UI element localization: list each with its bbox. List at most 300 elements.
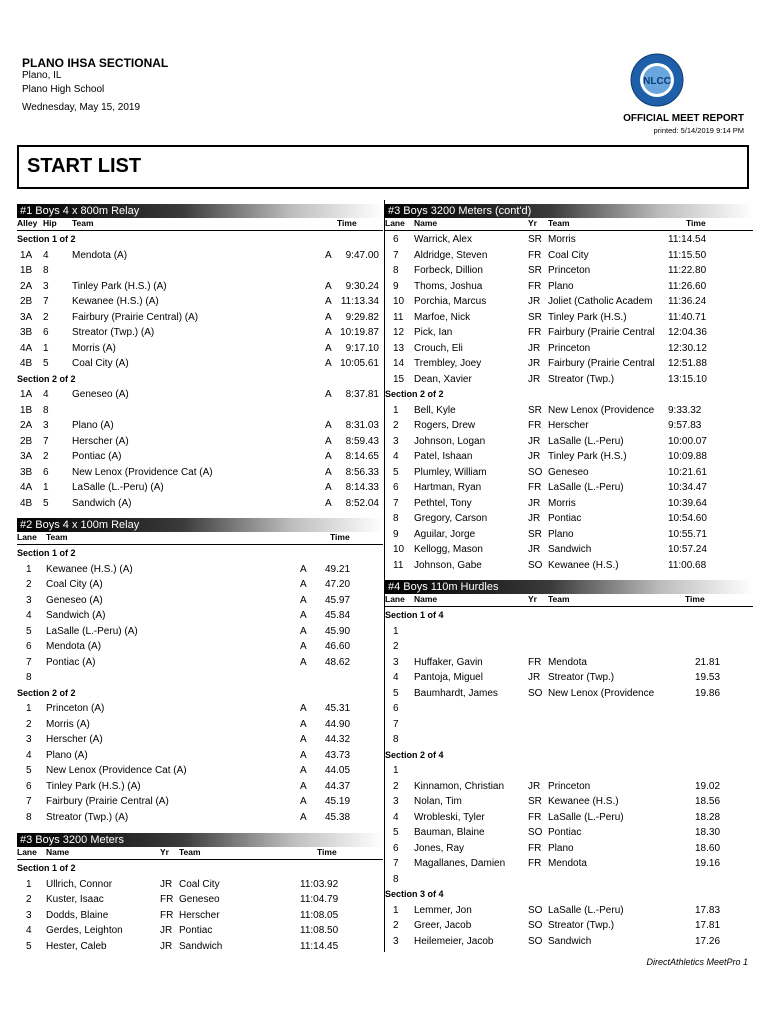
cell-yr: SO	[528, 827, 543, 838]
cell-yr: FR	[528, 482, 542, 493]
cell-hip: 6	[43, 466, 49, 478]
entry-row	[385, 779, 753, 794]
cell-lane: 2	[26, 579, 32, 590]
cell-team: LaSalle (L.-Peru) (A)	[72, 482, 164, 493]
cell-name: Gregory, Carson	[414, 513, 488, 524]
cell-yr: JR	[160, 925, 173, 936]
cell-lane: 2	[393, 780, 399, 792]
cell-name: Jones, Ray	[414, 842, 465, 854]
section-label: Section 2 of 2	[17, 373, 76, 384]
cell-time: 17.81	[695, 920, 721, 931]
entry-row	[17, 356, 383, 371]
cell-time: 9:33.32	[668, 404, 702, 416]
cell-team: Joliet (Catholic Academ	[548, 296, 653, 307]
cell-lane: 6	[26, 780, 32, 792]
cell-time: 11:22.80	[668, 265, 707, 276]
cell-hip: 7	[43, 435, 49, 447]
column-header-hip: Hip	[43, 218, 57, 228]
cell-team: Princeton	[548, 265, 591, 276]
cell-team: Geneseo	[179, 894, 220, 905]
cell-team: Kewanee (H.S.)	[548, 796, 619, 807]
cell-hip: 2	[43, 451, 49, 462]
column-header-team: Team	[548, 594, 570, 604]
entry-row	[385, 810, 753, 825]
cell-time: 45.31	[325, 703, 351, 714]
cell-flag: A	[300, 594, 307, 606]
cell-team: Streator (Twp.)	[548, 672, 615, 683]
entry-row	[385, 934, 753, 949]
cell-name: Porchia, Marcus	[414, 296, 487, 307]
column-header-yr: Yr	[528, 218, 537, 228]
cell-lane: 11	[393, 559, 404, 571]
cell-time: 43.73	[325, 749, 351, 761]
cell-hip: 4	[43, 249, 49, 261]
cell-alley: 4A	[20, 342, 33, 354]
cell-flag: A	[300, 703, 307, 714]
cell-yr: JR	[528, 513, 541, 524]
cell-yr: SR	[528, 528, 542, 540]
cell-lane: 2	[26, 718, 32, 730]
cell-team: Pontiac	[548, 827, 582, 838]
entry-row	[385, 558, 753, 573]
cell-lane: 7	[393, 497, 399, 509]
entry-row	[17, 577, 383, 592]
cell-time: 45.19	[325, 796, 351, 807]
entry-row	[385, 465, 753, 480]
cell-alley: 2A	[20, 420, 33, 431]
cell-name: Pick, Ian	[414, 327, 453, 338]
entry-row	[385, 701, 753, 716]
entry-row	[385, 294, 753, 309]
cell-time: 9:17.10	[345, 342, 379, 354]
cell-name: Hester, Caleb	[46, 940, 107, 952]
cell-flag: A	[325, 466, 332, 478]
column-header-time: Time	[685, 594, 705, 604]
cell-alley: 2B	[20, 435, 33, 447]
cell-time: 8:37.81	[345, 389, 379, 400]
entry-row	[17, 248, 383, 263]
cell-team: Fairbury (Prairie Central	[548, 327, 655, 338]
cell-team: Streator (Twp.)	[548, 373, 615, 385]
cell-lane: 12	[393, 327, 405, 338]
entry-row	[17, 562, 383, 577]
column-header-name: Name	[414, 218, 438, 228]
section-label: Section 1 of 2	[17, 234, 76, 244]
cell-flag: A	[325, 327, 332, 338]
entry-row	[385, 403, 753, 418]
cell-lane: 3	[26, 909, 32, 921]
cell-yr: FR	[528, 811, 542, 823]
cell-time: 44.05	[325, 765, 351, 776]
cell-lane: 2	[393, 920, 399, 931]
entry-row	[385, 511, 753, 526]
cell-yr: SO	[528, 904, 543, 916]
cell-name: Pantoja, Miguel	[414, 672, 483, 683]
cell-yr: JR	[528, 544, 541, 555]
cell-lane: 5	[26, 940, 32, 952]
entry-row	[385, 732, 753, 747]
cell-name: Gerdes, Leighton	[46, 925, 123, 936]
event-title-bar: #2 Boys 4 x 100m Relay	[17, 518, 383, 532]
column-header-team: Team	[548, 218, 570, 228]
entry-row	[17, 763, 383, 778]
cell-hip: 1	[43, 342, 49, 354]
cell-alley: 2B	[20, 296, 33, 307]
cell-team: Tinley Park (H.S.) (A)	[46, 780, 141, 792]
cell-team: Pontiac (A)	[46, 656, 96, 668]
entry-row	[17, 496, 383, 511]
cell-team: Pontiac (A)	[72, 451, 122, 462]
cell-name: Patel, Ishaan	[414, 451, 473, 462]
entry-row	[385, 918, 753, 933]
section-label: Section 1 of 2	[17, 863, 76, 873]
cell-team: Morris	[548, 234, 576, 245]
cell-name: Nolan, Tim	[414, 796, 462, 807]
cell-name: Lemmer, Jon	[414, 904, 472, 916]
cell-flag: A	[300, 563, 307, 575]
cell-lane: 8	[26, 672, 32, 683]
meet-date: Wednesday, May 15, 2019	[22, 102, 141, 113]
cell-team: New Lenox (Providence Cat (A)	[72, 466, 213, 478]
cell-team: Pontiac	[179, 925, 213, 936]
cell-yr: JR	[528, 373, 541, 385]
entry-row	[17, 263, 383, 278]
cell-name: Kellogg, Mason	[414, 544, 483, 555]
cell-lane: 3	[393, 935, 399, 947]
cell-yr: JR	[528, 497, 541, 509]
cell-time: 19.16	[695, 858, 721, 869]
cell-lane: 5	[393, 466, 399, 478]
cell-team: LaSalle (L.-Peru)	[548, 482, 624, 493]
cell-team: Kewanee (H.S.) (A)	[46, 563, 133, 575]
cell-hip: 1	[43, 482, 49, 493]
cell-time: 11:14.45	[300, 940, 339, 952]
cell-time: 12:30.12	[668, 342, 707, 354]
entry-row	[385, 325, 753, 340]
cell-alley: 1B	[20, 265, 33, 276]
cell-lane: 13	[393, 342, 405, 354]
entry-row	[385, 341, 753, 356]
cell-lane: 8	[26, 811, 32, 823]
entry-row	[17, 310, 383, 325]
entry-row	[385, 670, 753, 685]
cell-alley: 3B	[20, 466, 33, 478]
cell-lane: 3	[26, 734, 32, 745]
entry-row	[385, 279, 753, 294]
cell-time: 17.26	[695, 935, 721, 947]
cell-flag: A	[325, 435, 332, 447]
cell-lane: 7	[26, 796, 32, 807]
column-header-time: Time	[330, 532, 350, 542]
column-header-team: Team	[72, 218, 94, 228]
cell-name: Plumley, William	[414, 466, 487, 478]
cell-team: Geneseo	[548, 466, 589, 478]
cell-lane: 1	[393, 625, 399, 637]
cell-time: 21.81	[695, 656, 721, 668]
cell-lane: 1	[393, 765, 399, 776]
cell-yr: FR	[528, 327, 542, 338]
cell-flag: A	[300, 749, 307, 761]
entry-row	[385, 856, 753, 871]
cell-time: 19.53	[695, 672, 721, 683]
cell-yr: SR	[528, 404, 542, 416]
entry-row	[17, 624, 383, 639]
entry-row	[17, 748, 383, 763]
cell-yr: JR	[528, 296, 541, 307]
cell-team: Morris (A)	[46, 718, 90, 730]
cell-lane: 7	[26, 656, 32, 668]
section-label: Section 1 of 4	[385, 610, 444, 620]
cell-hip: 2	[43, 311, 49, 323]
cell-flag: A	[300, 718, 307, 730]
cell-alley: 1B	[20, 404, 33, 416]
cell-alley: 3A	[20, 451, 33, 462]
cell-lane: 1	[26, 703, 32, 714]
cell-team: Herscher	[548, 420, 589, 431]
cell-team: Princeton	[548, 342, 591, 354]
cell-name: Thoms, Joshua	[414, 280, 483, 292]
cell-time: 47.20	[325, 579, 351, 590]
cell-time: 10:54.60	[668, 513, 707, 524]
cell-flag: A	[325, 342, 332, 354]
cell-flag: A	[325, 451, 332, 462]
column-header-name: Name	[414, 594, 438, 604]
cell-time: 11:36.24	[668, 296, 707, 307]
cell-flag: A	[300, 796, 307, 807]
cell-flag: A	[300, 656, 307, 668]
cell-team: LaSalle (L.-Peru)	[548, 904, 624, 916]
cell-team: Herscher (A)	[72, 435, 129, 447]
cell-team: Mendota (A)	[72, 249, 128, 261]
entry-row	[385, 841, 753, 856]
cell-lane: 11	[393, 311, 404, 323]
cell-name: Bauman, Blaine	[414, 827, 485, 838]
cell-hip: 8	[43, 404, 49, 416]
entry-row	[385, 763, 753, 778]
cell-team: Streator (Twp.) (A)	[46, 811, 129, 823]
entry-row	[385, 263, 753, 278]
cell-lane: 10	[393, 296, 405, 307]
entry-row	[17, 732, 383, 747]
cell-time: 10:39.64	[668, 497, 707, 509]
cell-lane: 2	[393, 420, 399, 431]
cell-team: Plano	[548, 528, 574, 540]
cell-name: Rogers, Drew	[414, 420, 476, 431]
cell-yr: SO	[528, 687, 543, 699]
cell-time: 8:56.33	[345, 466, 379, 478]
cell-name: Bell, Kyle	[414, 404, 456, 416]
cell-team: LaSalle (L.-Peru)	[548, 811, 624, 823]
cell-yr: FR	[160, 909, 174, 921]
entry-row	[17, 325, 383, 340]
event-title-bar: #3 Boys 3200 Meters (cont'd)	[385, 204, 753, 218]
entry-row	[17, 403, 383, 418]
cell-lane: 1	[393, 404, 399, 416]
cell-time: 18.56	[695, 796, 721, 807]
cell-team: Princeton	[548, 780, 591, 792]
entry-row	[385, 372, 753, 387]
cell-team: Streator (Twp.)	[548, 920, 615, 931]
column-header-row	[17, 847, 383, 860]
cell-flag: A	[325, 311, 332, 323]
cell-flag: A	[300, 641, 307, 652]
cell-lane: 6	[26, 641, 32, 652]
entry-row	[385, 496, 753, 511]
cell-lane: 1	[393, 904, 399, 916]
cell-time: 19.02	[695, 780, 721, 792]
cell-flag: A	[300, 610, 307, 621]
cell-lane: 6	[393, 482, 399, 493]
entry-row	[17, 908, 383, 923]
cell-lane: 5	[393, 687, 399, 699]
cell-time: 11:26.60	[668, 280, 707, 292]
cell-time: 8:52.04	[345, 497, 379, 509]
cell-time: 9:29.82	[345, 311, 379, 323]
cell-team: Herscher	[179, 909, 220, 921]
cell-team: Geneseo (A)	[46, 594, 103, 606]
cell-yr: SO	[528, 466, 543, 478]
entry-row	[385, 418, 753, 433]
section-label: Section 2 of 2	[385, 389, 444, 399]
cell-time: 12:51.88	[668, 358, 707, 369]
cell-yr: JR	[528, 451, 541, 462]
column-header-team: Team	[179, 847, 201, 857]
cell-team: Pontiac	[548, 513, 582, 524]
cell-name: Wrobleski, Tyler	[414, 811, 485, 823]
cell-yr: FR	[528, 842, 542, 854]
entry-row	[385, 248, 753, 263]
cell-lane: 4	[26, 749, 32, 761]
cell-lane: 15	[393, 373, 405, 385]
cell-time: 13:15.10	[668, 373, 707, 385]
cell-name: Aldridge, Steven	[414, 249, 488, 261]
section-label: Section 2 of 4	[385, 749, 444, 760]
entry-row	[17, 608, 383, 623]
cell-team: Morris	[548, 497, 576, 509]
cell-flag: A	[300, 734, 307, 745]
cell-lane: 9	[393, 528, 399, 540]
cell-time: 9:30.24	[345, 280, 379, 292]
cell-time: 11:00.68	[668, 559, 707, 571]
cell-team: Sandwich	[548, 544, 592, 555]
entry-row	[17, 434, 383, 449]
cell-time: 11:40.71	[668, 311, 707, 323]
entry-row	[385, 717, 753, 732]
cell-name: Kuster, Isaac	[46, 894, 104, 905]
cell-hip: 4	[43, 389, 49, 400]
cell-team: LaSalle (L.-Peru)	[548, 435, 624, 447]
cell-team: Sandwich	[179, 940, 223, 952]
cell-team: Coal City (A)	[72, 358, 129, 369]
entry-row	[385, 480, 753, 495]
cell-lane: 6	[393, 842, 399, 854]
entry-row	[17, 779, 383, 794]
cell-lane: 3	[393, 656, 399, 668]
column-header-time: Time	[337, 218, 357, 228]
cell-time: 48.62	[325, 656, 351, 668]
entry-row	[385, 639, 753, 654]
cell-name: Trembley, Joey	[414, 358, 482, 369]
cell-lane: 2	[26, 894, 32, 905]
entry-row	[17, 701, 383, 716]
cell-alley: 4A	[20, 482, 33, 493]
entry-row	[17, 670, 383, 685]
entry-row	[17, 465, 383, 480]
meet-venue: Plano High School	[22, 84, 105, 95]
cell-yr: JR	[160, 878, 173, 890]
entry-row	[385, 449, 753, 464]
cell-time: 18.28	[695, 811, 721, 823]
cell-alley: 1A	[20, 249, 33, 261]
cell-time: 45.38	[325, 811, 351, 823]
entry-row	[385, 434, 753, 449]
cell-time: 10:00.07	[668, 435, 707, 447]
column-header-lane: Lane	[17, 847, 37, 857]
column-header-row	[385, 218, 753, 231]
cell-lane: 6	[393, 234, 399, 245]
cell-alley: 3A	[20, 311, 33, 323]
entry-row	[17, 794, 383, 809]
cell-hip: 3	[43, 420, 49, 431]
cell-team: LaSalle (L.-Peru) (A)	[46, 625, 138, 637]
column-header-lane: Lane	[385, 594, 405, 604]
cell-yr: SR	[528, 265, 542, 276]
cell-lane: 9	[393, 280, 399, 292]
cell-team: Herscher (A)	[46, 734, 103, 745]
page-title-box	[17, 145, 749, 189]
cell-lane: 5	[393, 827, 399, 838]
cell-time: 10:21.61	[668, 466, 707, 478]
cell-lane: 5	[26, 765, 32, 776]
section-label: Section 2 of 2	[17, 687, 76, 698]
entry-row	[17, 387, 383, 402]
event-title-bar: #4 Boys 110m Hurdles	[385, 580, 753, 594]
cell-lane: 4	[393, 811, 399, 823]
cell-time: 10:55.71	[668, 528, 707, 540]
entry-row	[385, 356, 753, 371]
cell-lane: 10	[393, 544, 405, 555]
cell-time: 11:15.50	[668, 249, 707, 261]
cell-yr: FR	[160, 894, 174, 905]
cell-lane: 1	[26, 563, 32, 575]
cell-lane: 4	[393, 451, 399, 462]
cell-flag: A	[325, 389, 332, 400]
cell-lane: 2	[393, 641, 399, 652]
entry-row	[17, 294, 383, 309]
cell-time: 10:34.47	[668, 482, 707, 493]
cell-yr: SR	[528, 796, 542, 807]
cell-alley: 4B	[20, 358, 33, 369]
entry-row	[17, 923, 383, 938]
cell-team: Mendota	[548, 858, 587, 869]
cell-time: 18.60	[695, 842, 721, 854]
entry-row	[385, 527, 753, 542]
column-header-row	[17, 532, 383, 545]
column-header-row	[17, 218, 383, 231]
cell-team: Mendota (A)	[46, 641, 102, 652]
cell-name: Marfoe, Nick	[414, 311, 471, 323]
cell-team: Coal City (A)	[46, 579, 103, 590]
cell-lane: 3	[26, 594, 32, 606]
cell-flag: A	[300, 579, 307, 590]
meet-city: Plano, IL	[22, 70, 62, 81]
column-header-row	[385, 594, 753, 607]
cell-name: Johnson, Logan	[414, 435, 486, 447]
entry-row	[17, 418, 383, 433]
column-header-time: Time	[317, 847, 337, 857]
entry-row	[385, 794, 753, 809]
cell-time: 9:47.00	[345, 249, 379, 261]
